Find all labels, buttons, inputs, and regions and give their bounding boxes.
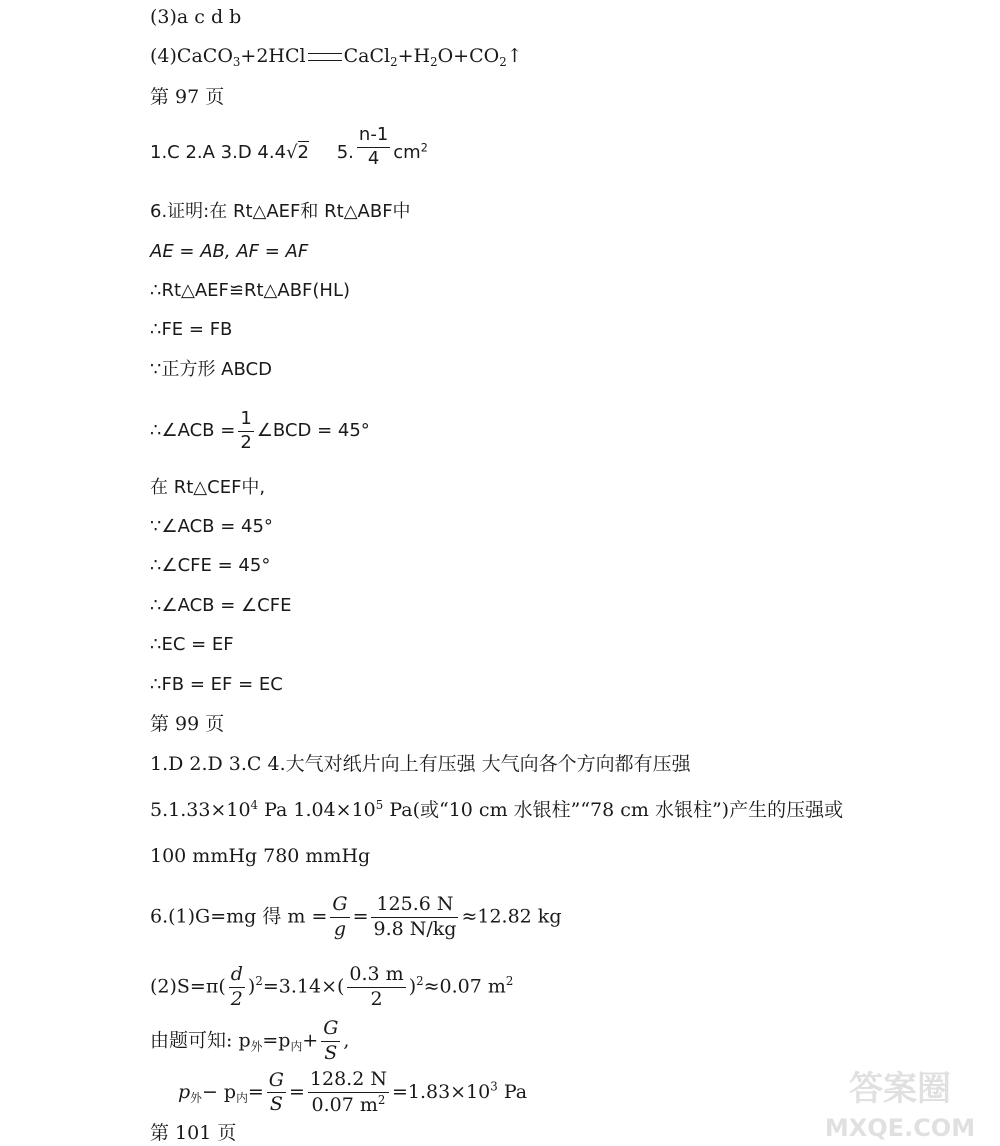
q6-text: ≈12.82 kg	[461, 905, 562, 928]
q5-text: Pa 1.04×10	[258, 799, 376, 822]
p99-q5-line2: 100 mmHg 780 mmHg	[150, 845, 371, 867]
proof-line-4: ∴FE = FB	[150, 319, 233, 340]
p99-q6-2	[150, 963, 513, 1012]
proof-line-10: ∴∠ACB = ∠CFE	[150, 595, 292, 616]
p97-answers	[150, 124, 428, 170]
G-over-g	[330, 893, 349, 942]
q5-fraction	[357, 124, 390, 170]
proof-text: ∠BCD = 45°	[256, 420, 370, 441]
q5-unit: cm	[393, 142, 421, 163]
q4-sub: 2	[499, 55, 507, 70]
q6-text: +	[302, 1029, 319, 1052]
denominator: S	[324, 1041, 338, 1064]
q6-text: =p	[262, 1029, 291, 1052]
q6-sup: 2	[505, 974, 514, 989]
diameter-over-2	[347, 963, 405, 1012]
denominator-sup: 2	[377, 1092, 386, 1107]
denominator: 9.8 N/kg	[373, 917, 457, 940]
force-over-area	[308, 1068, 389, 1118]
q6-text: =	[247, 1080, 264, 1103]
answers-text: 1.C 2.A 3.D 4.4	[150, 142, 287, 163]
force-over-g	[371, 893, 458, 942]
numerator: 128.2 N	[308, 1068, 389, 1093]
q5-prefix: 5.	[336, 142, 354, 163]
G-over-S	[267, 1069, 286, 1118]
p99-q5	[150, 800, 843, 820]
chem-q4-equation	[150, 47, 523, 69]
denominator: 2	[240, 431, 252, 453]
numerator: 125.6 N	[371, 893, 458, 918]
denominator: S	[269, 1093, 283, 1116]
d-over-2	[229, 963, 245, 1012]
proof-line-6	[150, 408, 370, 454]
q4-sub: 2	[430, 55, 438, 70]
proof-line-1: 6.证明:在 Rt△AEF和 Rt△ABF中	[150, 201, 411, 222]
q6-text: − p	[201, 1080, 237, 1103]
numerator: n-1	[357, 124, 390, 148]
q6-text: Pa	[497, 1080, 528, 1103]
denominator: 2	[230, 987, 243, 1010]
q4-sub: 2	[390, 55, 398, 70]
q6-sub: 内	[236, 1090, 248, 1105]
q6-text: =	[288, 1080, 305, 1103]
q4-sub: 3	[232, 55, 241, 70]
numerator: G	[330, 893, 349, 918]
q6-text: (2)S=π(	[150, 975, 226, 998]
q4-part: O+CO	[437, 45, 500, 67]
q6-text: )	[247, 975, 256, 998]
q6-text: 6.(1)G=mg 得 m =	[150, 905, 328, 928]
numerator: 1	[238, 408, 253, 432]
denominator: g	[333, 917, 347, 940]
q4-part: CaCl	[343, 45, 391, 67]
proof-line-12: ∴FB = EF = EC	[150, 674, 283, 695]
page-header-99: 第 99 页	[150, 713, 225, 735]
proof-line-5: ∵正方形 ABCD	[150, 359, 272, 380]
q6-text: 由题可知: p	[150, 1029, 251, 1052]
chem-q3: (3)a c d b	[150, 6, 242, 28]
sqrt-radicand: 2	[297, 142, 309, 163]
q6-text: ≈0.07 m	[423, 975, 506, 998]
q4-part: (4)CaCO	[150, 45, 233, 67]
gas-arrow: ↑	[506, 45, 523, 67]
q5-text: Pa(或“10 cm 水银柱”“78 cm 水银柱”)产生的压强或	[383, 799, 844, 822]
q6-text: =3.14×(	[262, 975, 345, 998]
proof-line-11: ∴EC = EF	[150, 634, 234, 655]
q5-sup: 4	[250, 798, 259, 812]
p99-answers: 1.D 2.D 3.C 4.大气对纸片向上有压强 大气向各个方向都有压强	[150, 753, 691, 775]
q4-part: +2HCl	[240, 45, 306, 67]
page-header-101: 第 101 页	[150, 1122, 237, 1144]
q6-text: p	[178, 1080, 191, 1103]
denominator-text: 0.07 m	[311, 1093, 378, 1116]
equals-double-line	[308, 53, 342, 61]
watermark-logo-text: 答案圈	[849, 1069, 951, 1109]
q6-text: =	[352, 905, 369, 928]
proof-line-8: ∵∠ACB = 45°	[150, 516, 273, 537]
half-fraction	[238, 408, 253, 454]
p99-q6-1	[150, 893, 561, 942]
denominator	[308, 1093, 389, 1118]
q5-unit-sup: 2	[420, 141, 428, 155]
q4-part: +H	[397, 45, 431, 67]
numerator: G	[267, 1069, 286, 1094]
G-over-S	[321, 1017, 340, 1066]
watermark-site-text: MXQE.COM	[824, 1114, 976, 1142]
q6-text: )	[408, 975, 417, 998]
q5-text: 5.1.33×10	[150, 799, 251, 822]
p99-q6-3	[150, 1017, 349, 1066]
denominator: 4	[367, 147, 380, 169]
numerator: d	[229, 963, 245, 988]
q6-sup: 2	[255, 974, 263, 989]
proof-line-2: AE = AB, AF = AF	[150, 241, 309, 262]
proof-text: ∴∠ACB =	[150, 420, 236, 441]
sqrt-symbol: √	[286, 142, 298, 163]
q6-sup: 2	[416, 974, 424, 989]
watermark-logo	[808, 1062, 993, 1142]
q6-sub: 外	[190, 1090, 202, 1105]
q6-sub: 外	[250, 1039, 263, 1054]
page-header-97: 第 97 页	[150, 86, 225, 108]
proof-line-3: ∴Rt△AEF≌Rt△ABF(HL)	[150, 280, 351, 301]
proof-line-9: ∴∠CFE = 45°	[150, 555, 271, 576]
proof-line-7: 在 Rt△CEF中,	[150, 477, 266, 498]
p99-q6-4	[178, 1068, 527, 1118]
q5-sup: 5	[375, 798, 384, 812]
numerator: G	[321, 1017, 340, 1042]
q6-text: =1.83×10	[391, 1080, 491, 1103]
numerator: 0.3 m	[347, 963, 405, 988]
denominator: 2	[370, 987, 383, 1010]
q6-sub: 内	[290, 1039, 303, 1054]
q6-sup: 3	[490, 1079, 498, 1094]
watermark-icon	[808, 1062, 993, 1142]
q6-text: ,	[343, 1029, 350, 1052]
